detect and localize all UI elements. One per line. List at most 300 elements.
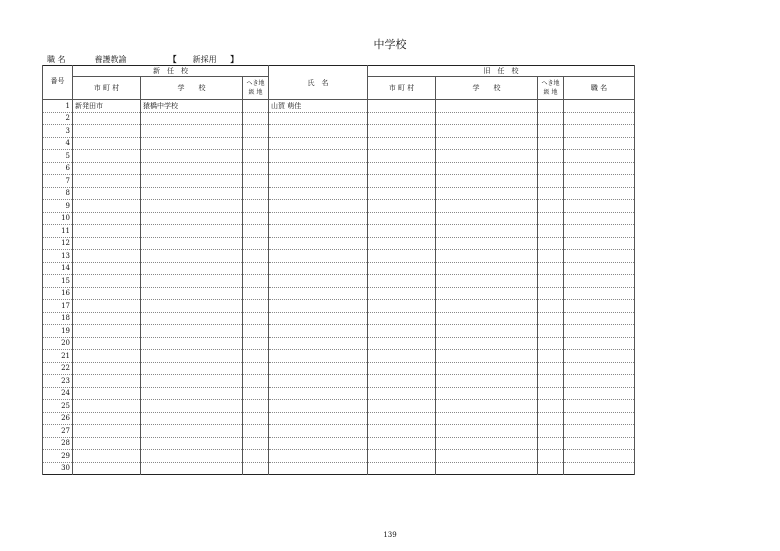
table-row <box>43 275 635 288</box>
old-school-cell <box>436 350 538 363</box>
old-remote-cell <box>538 287 564 300</box>
new-school-cell <box>141 150 243 163</box>
old-remote-cell <box>538 325 564 338</box>
table-row <box>43 450 635 463</box>
name-cell <box>269 125 368 138</box>
row-number: 24 <box>43 387 73 400</box>
row-number: 28 <box>43 437 73 450</box>
new-school-cell <box>141 237 243 250</box>
old-job-cell <box>564 400 635 413</box>
category-value: 新採用 <box>192 55 217 64</box>
new-city-cell <box>73 200 141 213</box>
name-cell <box>269 162 368 175</box>
document-meta <box>47 54 239 65</box>
table-row <box>43 362 635 375</box>
old-remote-cell <box>538 362 564 375</box>
row-number: 10 <box>43 212 73 225</box>
new-school-cell <box>141 362 243 375</box>
old-job-cell <box>564 237 635 250</box>
old-job-cell <box>564 312 635 325</box>
old-school-cell <box>436 312 538 325</box>
table-row <box>43 412 635 425</box>
name-cell <box>269 387 368 400</box>
new-remote-cell <box>243 112 269 125</box>
table-row <box>43 187 635 200</box>
new-school-cell <box>141 325 243 338</box>
name-cell <box>269 375 368 388</box>
name-cell <box>269 462 368 475</box>
table-row <box>43 250 635 263</box>
table-row <box>43 175 635 188</box>
table-row <box>43 462 635 475</box>
row-number: 16 <box>43 287 73 300</box>
header-name: 氏 名 <box>269 66 368 100</box>
row-number: 18 <box>43 312 73 325</box>
header-new-city: 市 町 村 <box>73 77 141 100</box>
new-remote-cell <box>243 325 269 338</box>
new-remote-cell <box>243 362 269 375</box>
table-row <box>43 125 635 138</box>
new-city-cell <box>73 437 141 450</box>
new-school-cell <box>141 425 243 438</box>
old-job-cell <box>564 450 635 463</box>
row-number: 23 <box>43 375 73 388</box>
new-school-cell <box>141 387 243 400</box>
table-row <box>43 262 635 275</box>
table-row <box>43 212 635 225</box>
new-school-cell <box>141 437 243 450</box>
old-remote-cell <box>538 300 564 313</box>
header-old-remote: へき地 級 地 <box>538 77 564 100</box>
name-cell <box>269 400 368 413</box>
old-city-cell <box>368 300 436 313</box>
new-city-cell <box>73 462 141 475</box>
name-cell <box>269 200 368 213</box>
old-job-cell <box>564 300 635 313</box>
old-city-cell <box>368 200 436 213</box>
old-school-cell <box>436 112 538 125</box>
row-number: 30 <box>43 462 73 475</box>
new-remote-cell <box>243 275 269 288</box>
name-cell <box>269 350 368 363</box>
old-school-cell <box>436 250 538 263</box>
old-job-cell <box>564 250 635 263</box>
new-remote-cell <box>243 200 269 213</box>
row-number: 29 <box>43 450 73 463</box>
old-city-cell <box>368 437 436 450</box>
row-number: 6 <box>43 162 73 175</box>
new-city-cell <box>73 337 141 350</box>
old-school-cell <box>436 375 538 388</box>
new-city-cell: 新発田市 <box>73 100 141 113</box>
row-number: 15 <box>43 275 73 288</box>
old-job-cell <box>564 437 635 450</box>
new-remote-cell <box>243 400 269 413</box>
table-row <box>43 200 635 213</box>
old-job-cell <box>564 325 635 338</box>
old-school-cell <box>436 400 538 413</box>
name-cell <box>269 450 368 463</box>
old-school-cell <box>436 212 538 225</box>
row-number: 8 <box>43 187 73 200</box>
row-number: 4 <box>43 137 73 150</box>
new-city-cell <box>73 125 141 138</box>
old-city-cell <box>368 412 436 425</box>
new-school-cell <box>141 412 243 425</box>
new-city-cell <box>73 250 141 263</box>
new-city-cell <box>73 425 141 438</box>
old-school-cell <box>436 200 538 213</box>
new-city-cell <box>73 325 141 338</box>
new-remote-cell <box>243 150 269 163</box>
new-school-cell <box>141 175 243 188</box>
old-city-cell <box>368 337 436 350</box>
old-job-cell <box>564 200 635 213</box>
old-city-cell <box>368 250 436 263</box>
new-school-cell <box>141 400 243 413</box>
new-school-cell <box>141 462 243 475</box>
old-remote-cell <box>538 275 564 288</box>
row-number: 5 <box>43 150 73 163</box>
new-school-cell <box>141 225 243 238</box>
new-remote-cell <box>243 250 269 263</box>
old-school-cell <box>436 362 538 375</box>
old-remote-cell <box>538 237 564 250</box>
old-school-cell <box>436 437 538 450</box>
old-job-cell <box>564 287 635 300</box>
old-school-cell <box>436 300 538 313</box>
new-city-cell <box>73 112 141 125</box>
table-row <box>43 100 635 113</box>
header-new-school: 新 任 校 <box>73 66 269 77</box>
old-school-cell <box>436 412 538 425</box>
old-job-cell <box>564 175 635 188</box>
table-row <box>43 162 635 175</box>
old-job-cell <box>564 137 635 150</box>
table-row <box>43 437 635 450</box>
new-city-cell <box>73 225 141 238</box>
new-remote-cell <box>243 100 269 113</box>
old-city-cell <box>368 400 436 413</box>
name-cell <box>269 437 368 450</box>
old-city-cell <box>368 312 436 325</box>
old-job-cell <box>564 100 635 113</box>
row-number: 22 <box>43 362 73 375</box>
old-school-cell <box>436 100 538 113</box>
old-remote-cell <box>538 312 564 325</box>
new-school-cell <box>141 125 243 138</box>
row-number: 20 <box>43 337 73 350</box>
row-number: 21 <box>43 350 73 363</box>
new-remote-cell <box>243 312 269 325</box>
bracket-open: 【 <box>168 54 177 64</box>
old-school-cell <box>436 175 538 188</box>
new-city-cell <box>73 375 141 388</box>
row-number: 1 <box>43 100 73 113</box>
old-job-cell <box>564 412 635 425</box>
row-number: 9 <box>43 200 73 213</box>
new-city-cell <box>73 362 141 375</box>
old-school-cell <box>436 137 538 150</box>
old-remote-cell <box>538 350 564 363</box>
old-job-cell <box>564 375 635 388</box>
new-remote-cell <box>243 262 269 275</box>
name-cell <box>269 150 368 163</box>
old-remote-cell <box>538 412 564 425</box>
old-school-cell <box>436 162 538 175</box>
old-city-cell <box>368 212 436 225</box>
new-remote-cell <box>243 187 269 200</box>
new-remote-cell <box>243 175 269 188</box>
old-job-cell <box>564 212 635 225</box>
old-school-cell <box>436 337 538 350</box>
new-city-cell <box>73 187 141 200</box>
page-title: 中学校 <box>373 38 407 51</box>
old-school-cell <box>436 187 538 200</box>
row-number: 19 <box>43 325 73 338</box>
new-remote-cell <box>243 237 269 250</box>
new-school-cell <box>141 300 243 313</box>
new-school-cell <box>141 187 243 200</box>
new-school-cell <box>141 337 243 350</box>
name-cell <box>269 250 368 263</box>
new-school-cell: 猿橋中学校 <box>141 100 243 113</box>
header-job: 職 名 <box>564 77 635 100</box>
old-school-cell <box>436 325 538 338</box>
new-city-cell <box>73 137 141 150</box>
row-number: 13 <box>43 250 73 263</box>
old-job-cell <box>564 162 635 175</box>
old-school-cell <box>436 150 538 163</box>
old-remote-cell <box>538 175 564 188</box>
old-school-cell <box>436 237 538 250</box>
old-city-cell <box>368 150 436 163</box>
new-remote-cell <box>243 437 269 450</box>
new-school-cell <box>141 275 243 288</box>
name-cell <box>269 175 368 188</box>
name-cell <box>269 237 368 250</box>
header-new-school-name: 学 校 <box>141 77 243 100</box>
new-city-cell <box>73 262 141 275</box>
old-school-cell <box>436 125 538 138</box>
new-city-cell <box>73 400 141 413</box>
old-job-cell <box>564 275 635 288</box>
old-city-cell <box>368 100 436 113</box>
table-row <box>43 337 635 350</box>
old-remote-cell <box>538 262 564 275</box>
old-remote-cell <box>538 400 564 413</box>
old-city-cell <box>368 237 436 250</box>
old-city-cell <box>368 275 436 288</box>
new-remote-cell <box>243 162 269 175</box>
old-remote-cell <box>538 337 564 350</box>
old-school-cell <box>436 387 538 400</box>
old-city-cell <box>368 187 436 200</box>
old-remote-cell <box>538 212 564 225</box>
new-school-cell <box>141 112 243 125</box>
table-row <box>43 137 635 150</box>
new-city-cell <box>73 275 141 288</box>
new-remote-cell <box>243 125 269 138</box>
table-row <box>43 112 635 125</box>
name-cell <box>269 225 368 238</box>
table-row <box>43 237 635 250</box>
old-remote-cell <box>538 437 564 450</box>
new-school-cell <box>141 137 243 150</box>
old-remote-cell <box>538 462 564 475</box>
new-city-cell <box>73 212 141 225</box>
page-number: 139 <box>383 531 397 539</box>
old-school-cell <box>436 462 538 475</box>
old-job-cell <box>564 387 635 400</box>
old-remote-cell <box>538 187 564 200</box>
old-remote-cell <box>538 387 564 400</box>
name-cell: 山賀 萌佳 <box>269 100 368 113</box>
new-remote-cell <box>243 450 269 463</box>
new-remote-cell <box>243 225 269 238</box>
table-row <box>43 225 635 238</box>
new-school-cell <box>141 162 243 175</box>
old-school-cell <box>436 275 538 288</box>
new-remote-cell <box>243 375 269 388</box>
table-row <box>43 300 635 313</box>
new-city-cell <box>73 450 141 463</box>
old-city-cell <box>368 425 436 438</box>
name-cell <box>269 312 368 325</box>
table-row <box>43 287 635 300</box>
new-school-cell <box>141 312 243 325</box>
table-row <box>43 400 635 413</box>
old-city-cell <box>368 350 436 363</box>
row-number: 14 <box>43 262 73 275</box>
new-city-cell <box>73 287 141 300</box>
name-cell <box>269 325 368 338</box>
new-city-cell <box>73 175 141 188</box>
header-number: 番号 <box>43 66 73 100</box>
old-city-cell <box>368 362 436 375</box>
old-remote-cell <box>538 250 564 263</box>
old-job-cell <box>564 225 635 238</box>
new-city-cell <box>73 300 141 313</box>
job-title-label: 職 名 <box>47 55 66 64</box>
old-city-cell <box>368 287 436 300</box>
new-school-cell <box>141 350 243 363</box>
old-job-cell <box>564 462 635 475</box>
new-school-cell <box>141 200 243 213</box>
old-school-cell <box>436 425 538 438</box>
table-row <box>43 425 635 438</box>
old-remote-cell <box>538 100 564 113</box>
new-school-cell <box>141 375 243 388</box>
new-remote-cell <box>243 137 269 150</box>
old-city-cell <box>368 450 436 463</box>
row-number: 2 <box>43 112 73 125</box>
old-city-cell <box>368 375 436 388</box>
new-city-cell <box>73 312 141 325</box>
old-city-cell <box>368 462 436 475</box>
new-school-cell <box>141 262 243 275</box>
name-cell <box>269 300 368 313</box>
old-city-cell <box>368 112 436 125</box>
new-remote-cell <box>243 387 269 400</box>
old-remote-cell <box>538 225 564 238</box>
row-number: 25 <box>43 400 73 413</box>
old-remote-cell <box>538 200 564 213</box>
old-school-cell <box>436 262 538 275</box>
old-city-cell <box>368 162 436 175</box>
new-remote-cell <box>243 425 269 438</box>
old-job-cell <box>564 125 635 138</box>
old-city-cell <box>368 225 436 238</box>
old-city-cell <box>368 262 436 275</box>
row-number: 26 <box>43 412 73 425</box>
new-remote-cell <box>243 462 269 475</box>
table-row <box>43 387 635 400</box>
old-job-cell <box>564 262 635 275</box>
new-school-cell <box>141 450 243 463</box>
old-job-cell <box>564 150 635 163</box>
header-old-city: 市 町 村 <box>368 77 436 100</box>
name-cell <box>269 137 368 150</box>
new-city-cell <box>73 350 141 363</box>
new-city-cell <box>73 150 141 163</box>
old-city-cell <box>368 325 436 338</box>
new-school-cell <box>141 250 243 263</box>
table-row <box>43 312 635 325</box>
name-cell <box>269 275 368 288</box>
table-row <box>43 375 635 388</box>
name-cell <box>269 412 368 425</box>
old-school-cell <box>436 287 538 300</box>
new-remote-cell <box>243 212 269 225</box>
old-job-cell <box>564 337 635 350</box>
new-city-cell <box>73 412 141 425</box>
new-remote-cell <box>243 350 269 363</box>
name-cell <box>269 362 368 375</box>
name-cell <box>269 212 368 225</box>
name-cell <box>269 187 368 200</box>
new-remote-cell <box>243 412 269 425</box>
name-cell <box>269 425 368 438</box>
new-remote-cell <box>243 300 269 313</box>
new-remote-cell <box>243 337 269 350</box>
new-city-cell <box>73 387 141 400</box>
table-row <box>43 325 635 338</box>
job-title-value: 養護教諭 <box>94 55 127 64</box>
old-remote-cell <box>538 150 564 163</box>
old-city-cell <box>368 125 436 138</box>
new-city-cell <box>73 237 141 250</box>
old-city-cell <box>368 387 436 400</box>
header-old-school-name: 学 校 <box>436 77 538 100</box>
table-row <box>43 150 635 163</box>
name-cell <box>269 112 368 125</box>
row-number: 11 <box>43 225 73 238</box>
old-remote-cell <box>538 137 564 150</box>
old-remote-cell <box>538 112 564 125</box>
old-remote-cell <box>538 162 564 175</box>
name-cell <box>269 337 368 350</box>
old-job-cell <box>564 187 635 200</box>
row-number: 12 <box>43 237 73 250</box>
new-school-cell <box>141 287 243 300</box>
new-city-cell <box>73 162 141 175</box>
new-school-cell <box>141 212 243 225</box>
old-job-cell <box>564 425 635 438</box>
old-school-cell <box>436 225 538 238</box>
transfer-table <box>42 65 635 475</box>
old-job-cell <box>564 362 635 375</box>
